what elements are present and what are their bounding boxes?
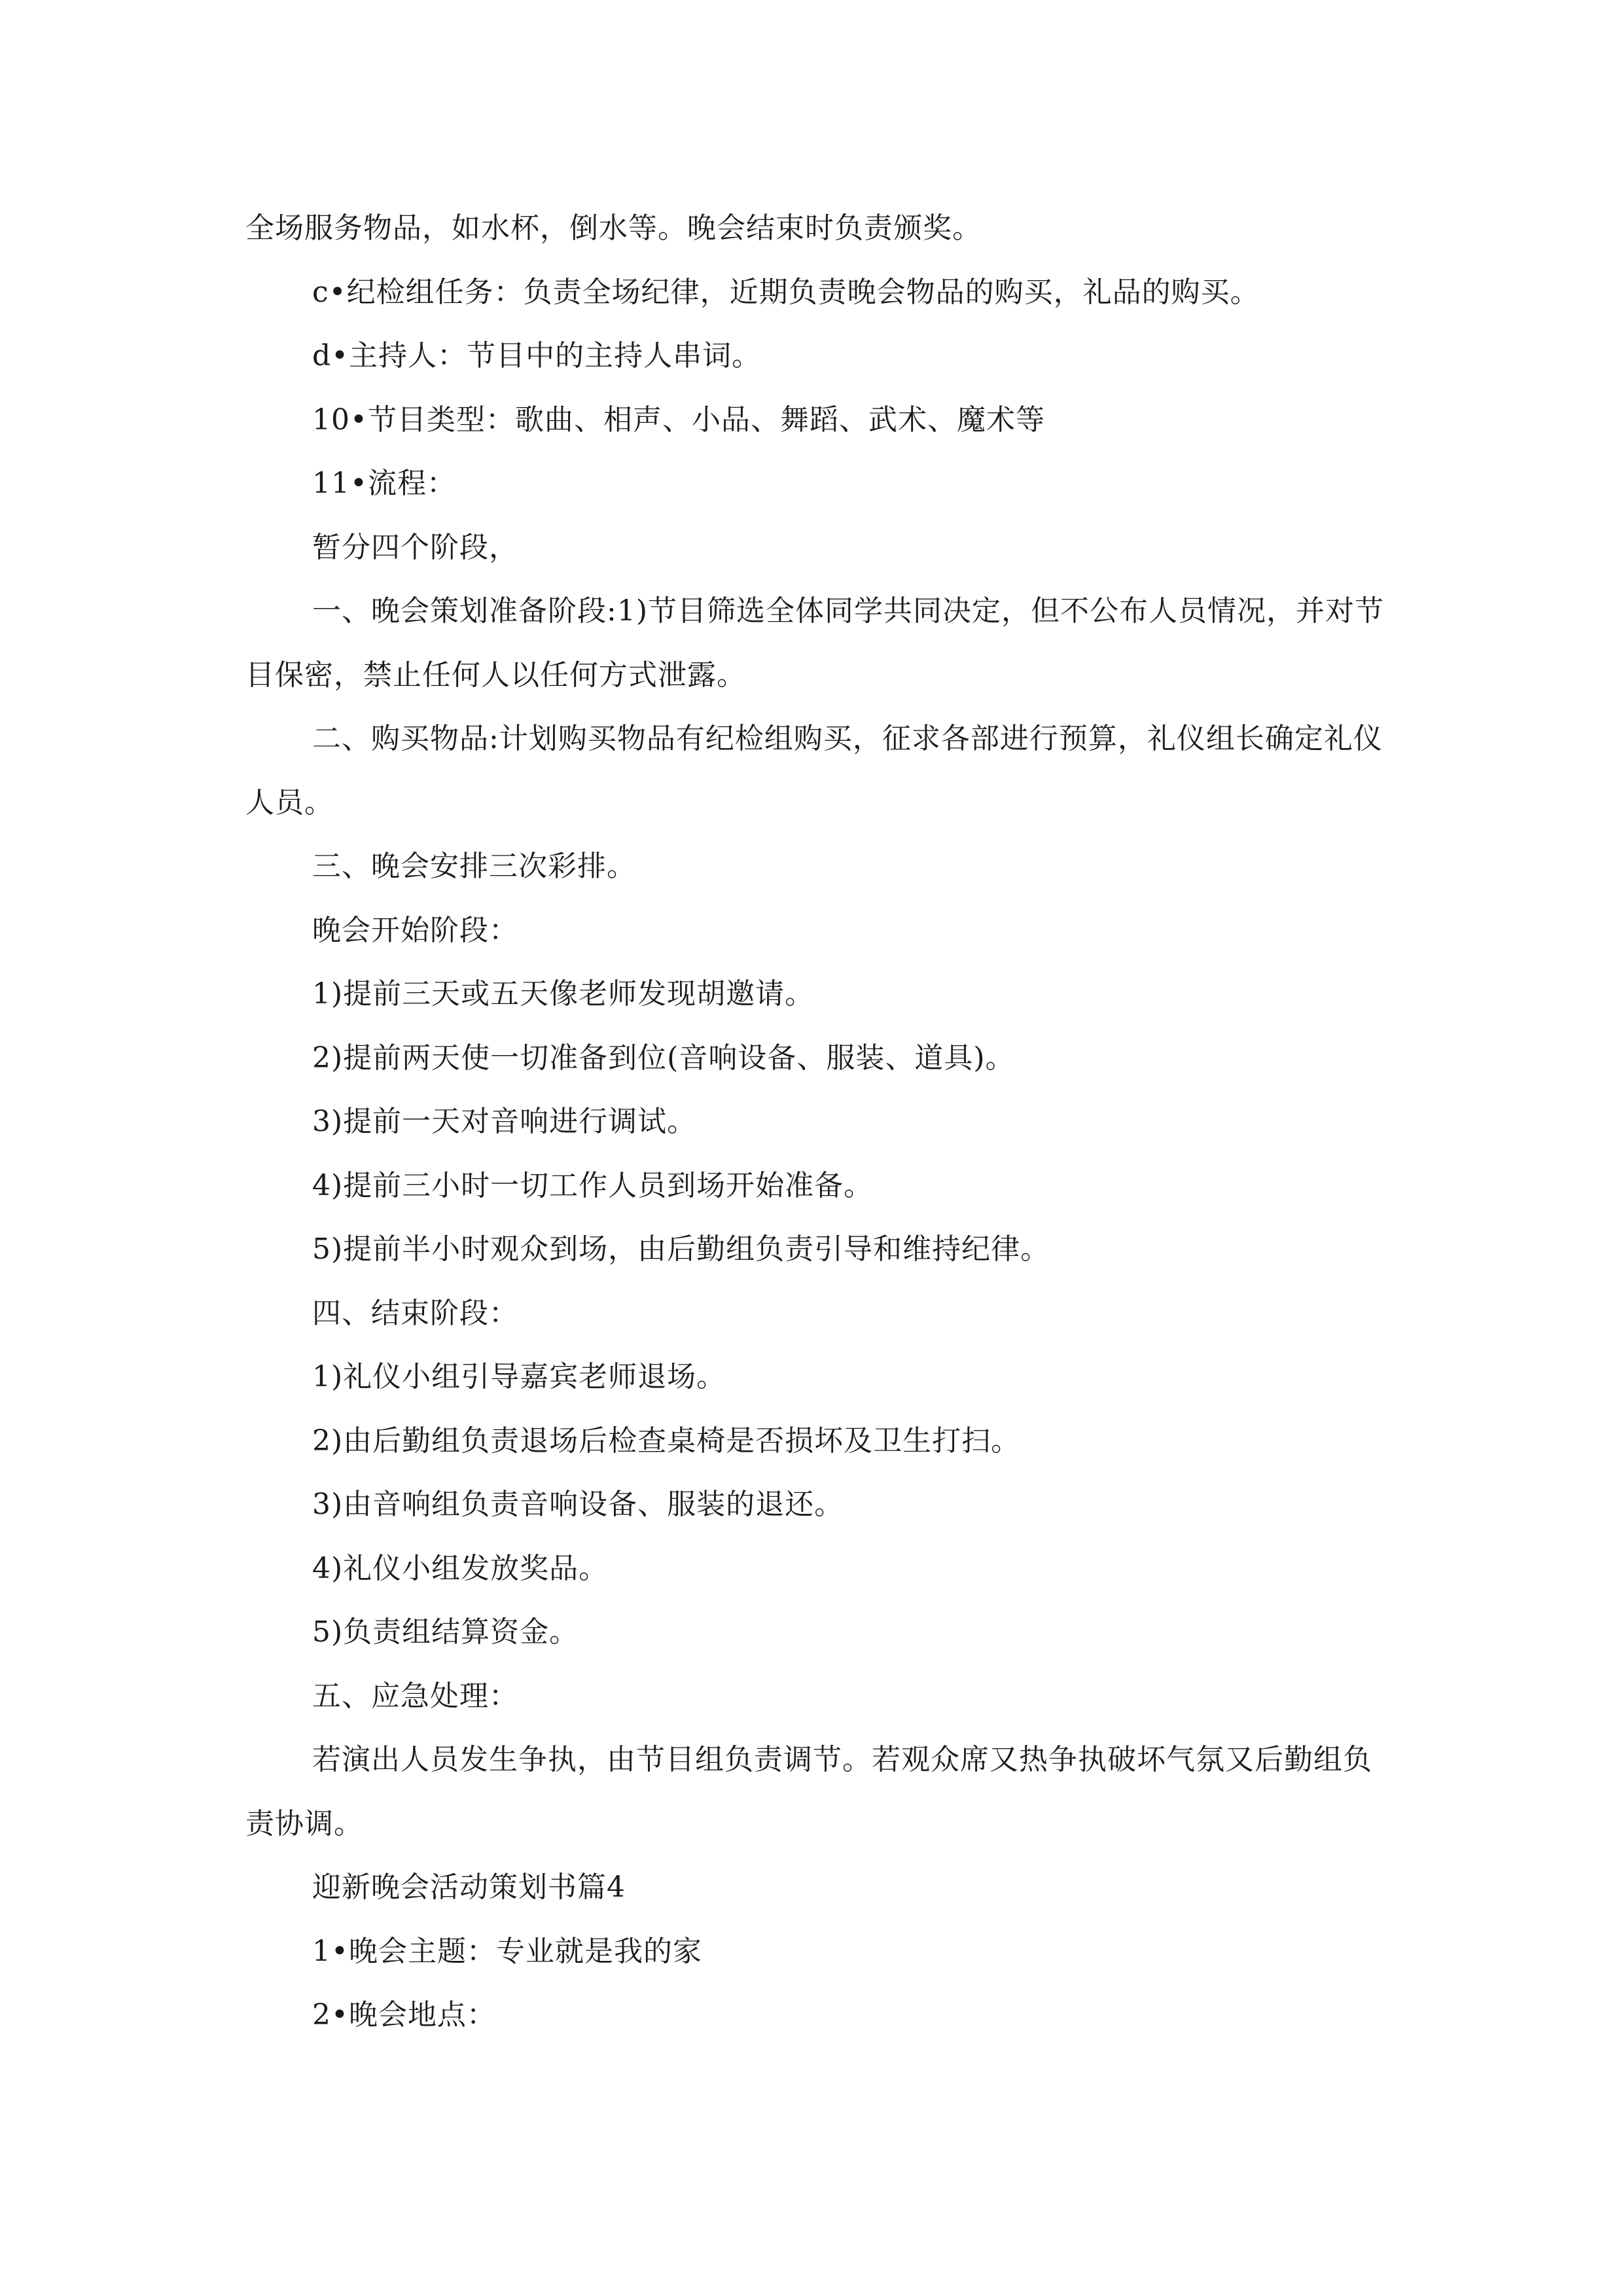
paragraph: 1)礼仪小组引导嘉宾老师退场。 <box>312 1360 726 1393</box>
document-body <box>245 196 1384 2047</box>
paragraph: 10•节目类型：歌曲、相声、小品、舞蹈、武术、魔术等 <box>312 403 1045 437</box>
paragraph: 1•晚会主题：专业就是我的家 <box>312 1934 702 1968</box>
paragraph: 晚会开始阶段： <box>312 913 518 947</box>
paragraph: c•纪检组任务：负责全场纪律，近期负责晚会物品的购买，礼品的购买。 <box>312 275 1260 309</box>
paragraph: 全场服务物品，如水杯，倒水等。晚会结束时负责颁奖。 <box>245 211 982 245</box>
section-heading: 迎新晚会活动策划书篇4 <box>312 1871 626 1904</box>
paragraph: 3)由音响组负责音响设备、服装的退还。 <box>312 1488 844 1521</box>
paragraph: 3)提前一天对音响进行调试。 <box>312 1105 697 1138</box>
paragraph: 4)礼仪小组发放奖品。 <box>312 1551 609 1585</box>
paragraph: 暂分四个阶段， <box>312 530 518 564</box>
paragraph: 2•晚会地点： <box>312 1998 496 2032</box>
paragraph: 三、晚会安排三次彩排。 <box>312 850 636 883</box>
paragraph: 若演出人员发生争执，由节目组负责调节。若观众席又热争执破坏气氛又后勤组负责协调。 <box>245 1743 1372 1840</box>
paragraph: 二、购买物品:计划购买物品有纪检组购买，征求各部进行预算，礼仪组长确定礼仪人员。 <box>245 722 1383 819</box>
paragraph: 1)提前三天或五天像老师发现胡邀请。 <box>312 977 815 1011</box>
paragraph: 2)提前两天使一切准备到位(音响设备、服装、道具)。 <box>312 1041 1015 1075</box>
paragraph: 2)由后勤组负责退场后检查桌椅是否损坏及卫生打扫。 <box>312 1424 1021 1458</box>
paragraph: 5)负责组结算资金。 <box>312 1615 579 1649</box>
paragraph: 4)提前三小时一切工作人员到场开始准备。 <box>312 1168 874 1202</box>
paragraph: 5)提前半小时观众到场，由后勤组负责引导和维持纪律。 <box>312 1232 1050 1266</box>
paragraph: 四、结束阶段： <box>312 1296 518 1330</box>
paragraph: 一、晚会策划准备阶段:1)节目筛选全体同学共同决定，但不公布人员情况，并对节目保密，禁止任何人以任何方式泄露。 <box>245 594 1384 692</box>
paragraph: 11•流程： <box>312 467 456 500</box>
paragraph: 五、应急处理： <box>312 1679 518 1713</box>
paragraph: d•主持人：节目中的主持人串词。 <box>312 339 762 372</box>
